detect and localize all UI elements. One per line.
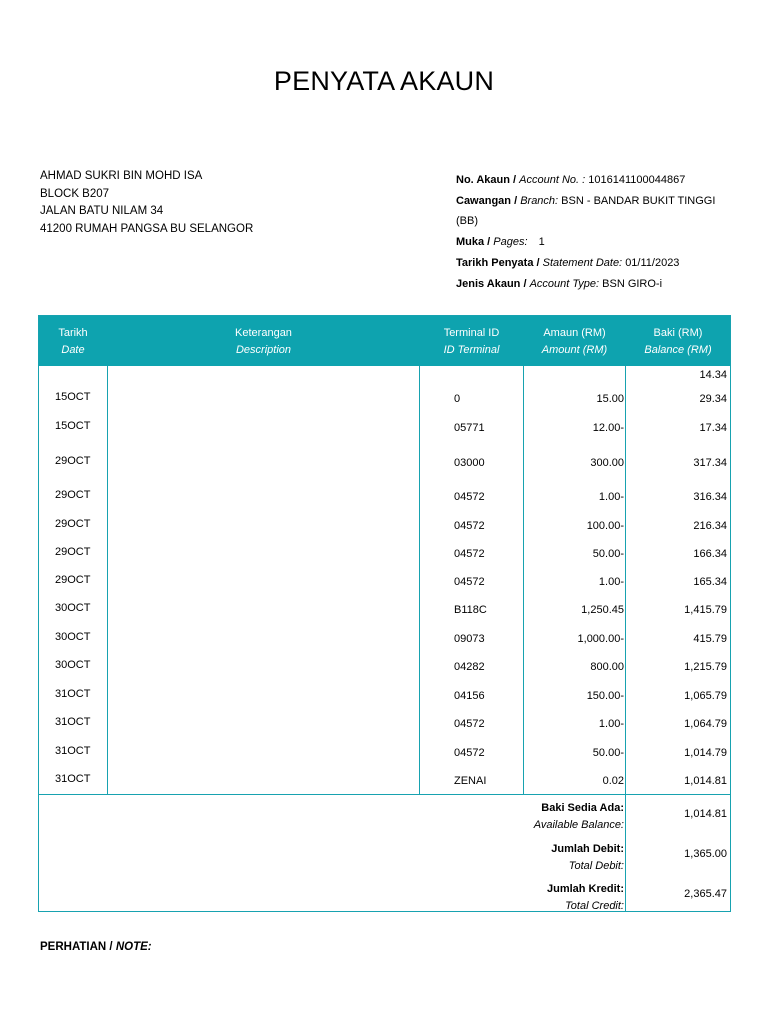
row-amount: 15.00 xyxy=(596,393,624,405)
header-amount xyxy=(524,325,625,359)
row-date: 31OCT xyxy=(55,745,91,757)
account-number-row xyxy=(456,170,715,191)
row-amount: 150.00- xyxy=(586,690,624,702)
row-date: 29OCT xyxy=(55,574,91,586)
branch-row xyxy=(456,191,715,212)
header-amount-en: Amount (RM) xyxy=(541,344,608,356)
column-divider xyxy=(625,366,626,794)
branch-label-en: Branch: xyxy=(520,194,559,207)
row-balance: 29.34 xyxy=(699,393,727,405)
statement-title: PENYATA AKAUN xyxy=(273,66,495,96)
branch-label-ms: Cawangan / xyxy=(456,194,518,207)
header-description-en: Description xyxy=(235,344,292,356)
row-amount: 12.00- xyxy=(592,422,624,434)
row-terminal-id: 04572 xyxy=(454,548,485,560)
address-line: BLOCK B207 xyxy=(40,187,110,200)
account-info-block xyxy=(456,170,715,294)
row-date: 30OCT xyxy=(55,659,91,671)
row-balance: 1,415.79 xyxy=(684,604,727,616)
row-terminal-id: 04572 xyxy=(454,718,485,730)
statement-date-row xyxy=(456,253,715,274)
row-terminal-id: 04572 xyxy=(454,491,485,503)
row-amount: 1,000.00- xyxy=(577,633,624,645)
header-description-ms: Keterangan xyxy=(235,327,292,339)
total-debit-label-ms: Jumlah Debit: xyxy=(551,843,624,855)
account-number-label-ms: No. Akaun / xyxy=(456,174,517,186)
row-amount: 1.00- xyxy=(598,491,624,503)
row-balance: 316.34 xyxy=(693,491,727,503)
pages-value: 1 xyxy=(538,236,545,249)
table-header xyxy=(39,316,730,366)
row-terminal-id: 0 xyxy=(454,393,461,405)
header-description xyxy=(108,325,419,359)
statement-date-label-en: Statement Date: xyxy=(542,256,623,269)
row-amount: 50.00- xyxy=(592,747,624,759)
total-credit-value: 2,365.47 xyxy=(684,888,727,900)
header-balance-ms: Baki (RM) xyxy=(653,327,703,339)
row-terminal-id: 03000 xyxy=(454,457,485,469)
row-balance: 1,215.79 xyxy=(684,661,727,673)
row-amount: 0.02 xyxy=(602,775,624,787)
row-terminal-id: 04156 xyxy=(454,690,485,702)
pages-label-ms: Muka / xyxy=(456,236,491,249)
row-date: 29OCT xyxy=(55,455,91,467)
summary-column-divider xyxy=(625,794,626,912)
header-terminal xyxy=(420,325,523,359)
note-heading-en: NOTE: xyxy=(115,941,152,953)
note-heading xyxy=(40,941,152,953)
row-terminal-id: ZENAI xyxy=(454,775,487,787)
total-credit-label xyxy=(547,881,624,915)
address-line: 41200 RUMAH PANGSA BU SELANGOR xyxy=(40,222,254,235)
row-balance: 17.34 xyxy=(699,422,727,434)
available-balance-label xyxy=(534,800,624,834)
row-balance: 165.34 xyxy=(693,576,727,588)
row-balance: 1,014.79 xyxy=(684,747,727,759)
available-balance-label-ms: Baki Sedia Ada: xyxy=(541,802,624,814)
account-type-label-ms: Jenis Akaun / xyxy=(456,277,527,290)
row-balance: 1,014.81 xyxy=(684,775,727,787)
column-divider xyxy=(107,366,108,794)
pages-label-en: Pages: xyxy=(493,236,528,249)
header-date xyxy=(39,325,107,359)
statement-date-value: 01/11/2023 xyxy=(625,256,680,269)
account-type-value: BSN GIRO-i xyxy=(602,277,663,290)
branch-row-continued: (BB) xyxy=(456,215,478,228)
transaction-table xyxy=(38,315,731,912)
summary-divider xyxy=(39,794,730,795)
account-number-label-en: Account No. : xyxy=(519,174,586,186)
opening-balance: 14.34 xyxy=(699,369,727,381)
row-date: 29OCT xyxy=(55,546,91,558)
header-balance xyxy=(626,325,730,359)
account-number-value: 1016141100044867 xyxy=(588,174,686,186)
customer-address-block xyxy=(40,168,253,238)
column-divider xyxy=(523,366,524,794)
total-debit-label-en: Total Debit: xyxy=(568,860,624,872)
account-type-label-en: Account Type: xyxy=(529,277,600,290)
total-credit-label-en: Total Credit: xyxy=(565,900,624,912)
header-terminal-ms: Terminal ID xyxy=(443,327,500,339)
row-amount: 1.00- xyxy=(598,576,624,588)
row-amount: 300.00 xyxy=(590,457,624,469)
row-terminal-id: B118C xyxy=(454,604,487,616)
total-credit-label-ms: Jumlah Kredit: xyxy=(546,883,624,895)
header-date-en: Date xyxy=(61,344,85,356)
row-date: 31OCT xyxy=(55,688,91,700)
row-balance: 1,064.79 xyxy=(684,718,727,730)
header-terminal-en: ID Terminal xyxy=(443,344,500,356)
branch-value: BSN - BANDAR BUKIT TINGGI xyxy=(561,194,716,207)
header-date-ms: Tarikh xyxy=(58,327,88,339)
row-balance: 216.34 xyxy=(693,520,727,532)
row-terminal-id: 04572 xyxy=(454,520,485,532)
address-line: JALAN BATU NILAM 34 xyxy=(40,205,164,217)
header-balance-en: Balance (RM) xyxy=(644,344,712,356)
row-date: 31OCT xyxy=(55,773,91,785)
row-amount: 1,250.45 xyxy=(581,604,624,616)
row-date: 15OCT xyxy=(55,420,91,432)
row-terminal-id: 04572 xyxy=(454,747,485,759)
row-date: 29OCT xyxy=(55,489,91,501)
row-date: 30OCT xyxy=(55,631,91,643)
statement-date-label-ms: Tarikh Penyata / xyxy=(456,256,540,269)
customer-name: AHMAD SUKRI BIN MOHD ISA xyxy=(40,170,203,182)
available-balance-value: 1,014.81 xyxy=(684,808,727,820)
total-debit-label xyxy=(551,841,624,875)
row-balance: 1,065.79 xyxy=(684,690,727,702)
header-amount-ms: Amaun (RM) xyxy=(543,327,606,339)
note-heading-ms: PERHATIAN / xyxy=(40,941,113,953)
row-amount: 1.00- xyxy=(598,718,624,730)
row-amount: 100.00- xyxy=(586,520,624,532)
row-date: 31OCT xyxy=(55,716,91,728)
column-divider xyxy=(419,366,420,794)
row-terminal-id: 04572 xyxy=(454,576,485,588)
account-type-row xyxy=(456,274,715,295)
available-balance-label-en: Available Balance: xyxy=(533,819,624,831)
row-terminal-id: 04282 xyxy=(454,661,485,673)
row-date: 29OCT xyxy=(55,518,91,530)
row-date: 30OCT xyxy=(55,602,91,614)
row-balance: 415.79 xyxy=(693,633,727,645)
pages-row xyxy=(456,232,715,253)
row-date: 15OCT xyxy=(55,391,91,403)
row-balance: 317.34 xyxy=(693,457,727,469)
total-debit-value: 1,365.00 xyxy=(684,848,727,860)
row-balance: 166.34 xyxy=(693,548,727,560)
row-terminal-id: 05771 xyxy=(454,422,485,434)
row-amount: 50.00- xyxy=(592,548,624,560)
row-amount: 800.00 xyxy=(590,661,624,673)
row-terminal-id: 09073 xyxy=(454,633,485,645)
